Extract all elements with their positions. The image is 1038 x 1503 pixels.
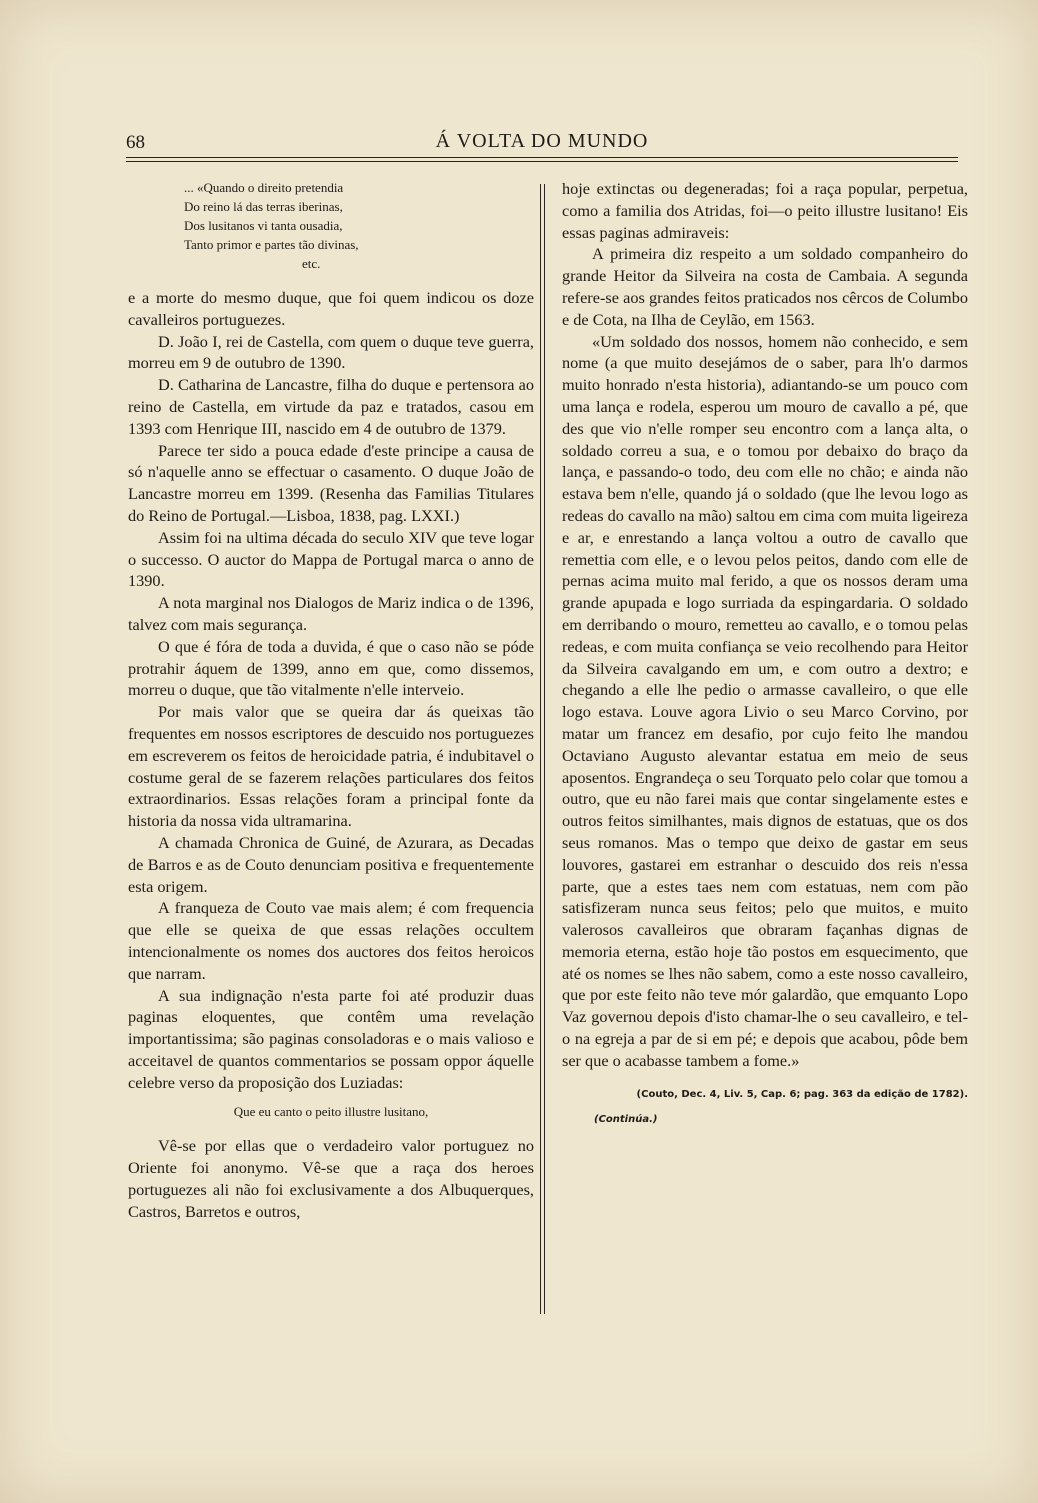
verse-line: Do reino lá das terras iberinas, <box>184 199 343 214</box>
quoted-verse: Que eu canto o peito illustre lusitano, <box>233 1104 429 1120</box>
paragraph: Assim foi na ultima década do seculo XIV que teve logar o successo. O auctor do Mappa de Portugal marca o anno de 1390. <box>128 527 534 591</box>
paragraph: A sua indignação n'esta parte foi até produzir duas paginas eloquentes, que contêm uma revelação importantissima; são paginas consoladoras e o mais valioso e acceitavel de quantos commentarios se possam oppor áquelle celebre verso da proposição dos Luziadas: <box>128 985 534 1092</box>
paragraph: e a morte do mesmo duque, que foi quem indicou os doze cavalleiros portuguezes. <box>128 288 534 329</box>
right-column <box>562 178 968 1131</box>
column-divider <box>540 184 541 1314</box>
page-title: Á VOLTA DO MUNDO <box>435 130 649 152</box>
verse-etc: etc. <box>302 256 321 271</box>
verse-line: ... «Quando o direito pretendia <box>184 180 344 195</box>
page-number: 68 <box>126 132 145 153</box>
paragraph: D. João I, rei de Castella, com quem o duque teve guerra, morreu em 9 de outubro de 1390. <box>128 331 534 373</box>
paragraph: hoje extinctas ou degeneradas; foi a raça popular, perpetua, como a familia dos Atridas, foi—o peito illustre lusitano! Eis essas paginas admiraveis: <box>562 179 968 242</box>
header-rule-bottom <box>126 161 958 162</box>
header-rule-top <box>126 157 958 158</box>
verse-line: Dos lusitanos vi tanta ousadia, <box>184 218 343 233</box>
paragraph: A primeira diz respeito a um soldado companheiro do grande Heitor da Silveira na costa de Cambaia. A segunda refere-se aos grandes feitos praticados nos cêrcos de Columbo e de Cota, na Ilha de Ceylão, em 1563. <box>562 244 968 329</box>
paragraph: A nota marginal nos Dialogos de Mariz indica o de 1396, talvez com mais segurança. <box>128 593 534 634</box>
paragraph: Parece ter sido a pouca edade d'este principe a causa de só n'aquelle anno se effectuar o casamento. O duque João de Lancastre morreu em 1399. (Resenha das Familias Titulares do Reino de Portugal.—Lisboa, 1838, pag. LXXI.) <box>128 440 534 525</box>
paragraph: «Um soldado dos nossos, homem não conhecido, e sem nome (a que muito desejámos de o saber, para lh'o darmos muito honrado n'esta historia), adiantando-se um pouco com uma lança e rodela, esperou um mouro de cavallo a pé, que des que vio n'elle romper seu encontro com a lança alta, o soldado correu a sua, e o tomou por debaixo do braço da lança, e passando-o todo, deu com elle no chão; e ainda não estava bem n'elle, quando já o soldado (que lhe levou logo as redeas do cavallo na mão) saltou em cima com muita ligeireza e ar, e enrestando a lança voltou a outro de cavallo que remettia com elle, e o levou pelos peitos, dando com elle de pernas acima muito mal ferido, a que os nossos deram uma grande apupada e logo surriada da espingardaria. O soldado em derribando o mouro, remetteu ao cavallo, e o tomou pelas redeas, e com muita confiança se veio recolhendo para Heitor da Silveira cavalgando em um, e com outro a dextro; e chegando a elle lhe pedio o armasse cavalleiro, o que elle logo estava. Louve agora Livio o seu Marco Corvino, por matar um francez em desafio, por cujo feito lhe mandou Octaviano Augusto alevantar estatua em meio de seus aposentos. Engrandeça o seu Torquato pelo colar que tomou a outro, que eu não farei mais que contar singelamente estes e outros feitos similhantes, mais dignos de estatuas, que os dos seus romanos. Mas o tempo que deixo de gastar em seus louvores, gastarei em estranhar o descuido dos reis n'essa parte, que a estes taes nem com estatuas, nem com pão satisfizeram nunca seus feitos; pelo que muitos, e muito valerosos cavalleiros que obraram façanhas dignas de memoria eterna, estão hoje tão postos em esquecimento, que até os nomes se lhes não sabem, como a este nosso cavalleiro, que por este feito não teve mór galardão, que emquanto Lopo Vaz governou depois d'isto chamar-lhe o seu cavalleiro, e tel-o na egreja a par de si em pé; e depois que acabou, pôde bem ser que o acabasse tambem a fome.» <box>562 331 968 1070</box>
verse-line: Tanto primor e partes tão divinas, <box>184 237 359 252</box>
verse-block <box>184 178 534 273</box>
continued-note: (Continúa.) <box>594 1114 658 1126</box>
citation: (Couto, Dec. 4, Liv. 5, Cap. 6; pag. 363 da edição de 1782). <box>636 1088 968 1100</box>
paragraph: A franqueza de Couto vae mais alem; é com frequencia que elle se queixa de que essas relações occultem intencionalmente os nomes dos auctores dos feitos heroicos que narram. <box>128 898 534 983</box>
column-divider-inner <box>544 184 545 1314</box>
paragraph: A chamada Chronica de Guiné, de Azurara, as Decadas de Barros e as de Couto denunciam positiva e frequentemente esta origem. <box>128 832 534 896</box>
paragraph: Vê-se por ellas que o verdadeiro valor portuguez no Oriente foi anonymo. Vê-se que a raça dos heroes portuguezes ali não foi exclusivamente a dos Albuquerques, Castros, Barretos e outros, <box>128 1136 534 1221</box>
paragraph: Por mais valor que se queira dar ás queixas tão frequentes em nossos escriptores de descuido nos portuguezes em escreverem os feitos de heroicidade patria, é indubitavel o costume geral de se fazerem relações particulares dos feitos extraordinarios. Essas relações foram a principal fonte da historia da nossa vida ultramarina. <box>128 702 534 831</box>
paragraph: D. Catharina de Lancastre, filha do duque e pertensora ao reino de Castella, em virtude da paz e tratados, casou em 1393 com Henrique III, nascido em 4 de outubro de 1379. <box>128 375 534 438</box>
left-column <box>128 178 534 1222</box>
paragraph: O que é fóra de toda a duvida, é que o caso não se póde protrahir áquem de 1399, anno em que, como dissemos, morreu o duque, que tão vitalmente n'elle interveio. <box>128 636 534 700</box>
page-header <box>126 128 958 158</box>
